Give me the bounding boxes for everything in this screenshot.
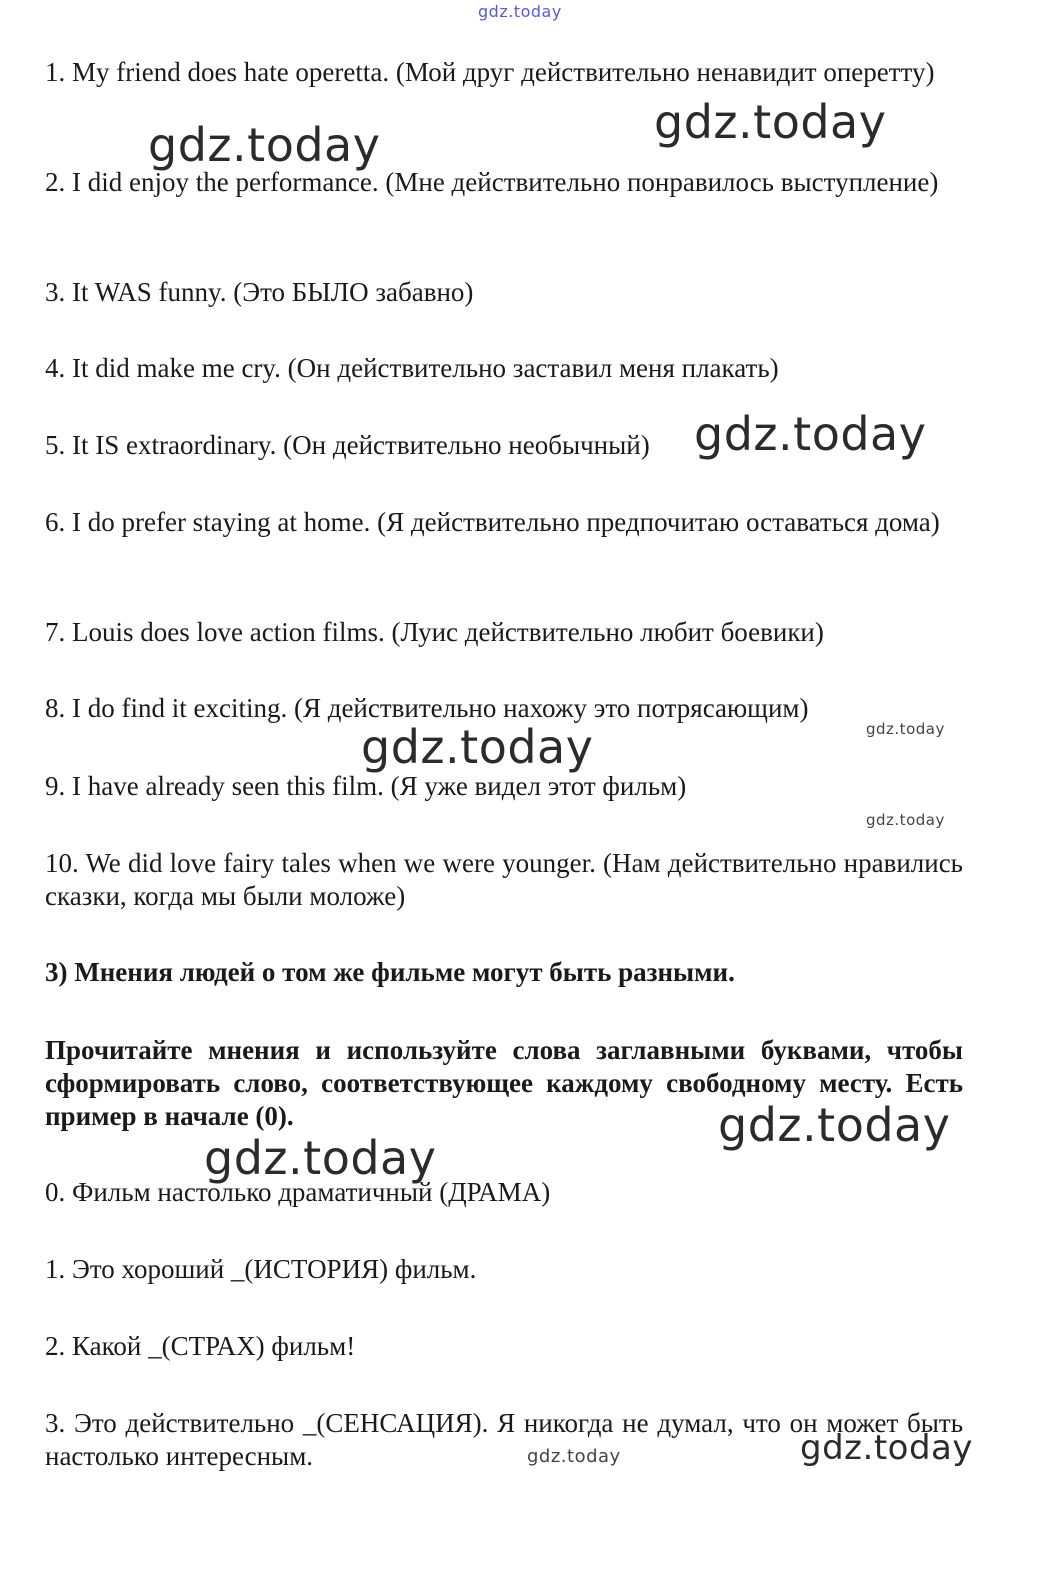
exercise-item: 2. Какой _(СТРАХ) фильм! bbox=[45, 1331, 356, 1361]
sentence-item: 10. We did love fairy tales when we were younger. (Нам действительно нравились сказки, когда мы были моложе) bbox=[45, 848, 963, 911]
section-heading: 3) Мнения людей о том же фильме могут быть разными. bbox=[45, 957, 735, 987]
sentence-item: 2. I did enjoy the performance. (Мне действительно понравилось выступление) bbox=[45, 167, 939, 197]
watermark-top: gdz.today bbox=[478, 2, 562, 21]
watermark: gdz.today bbox=[718, 1098, 951, 1152]
sentence-item: 1. My friend does hate operetta. (Мой друг действительно ненавидит оперетту) bbox=[45, 57, 935, 87]
sentence-item: 7. Louis does love action films. (Луис действительно любит боевики) bbox=[45, 617, 824, 647]
watermark: gdz.today bbox=[800, 1428, 973, 1468]
sentence-item: 5. It IS extraordinary. (Он действительно необычный) bbox=[45, 430, 650, 460]
watermark-small: gdz.today bbox=[527, 1446, 621, 1467]
watermark: gdz.today bbox=[204, 1131, 437, 1185]
watermark: gdz.today bbox=[654, 95, 887, 149]
watermark-small: gdz.today bbox=[866, 720, 945, 738]
exercise-item: 1. Это хороший _(ИСТОРИЯ) фильм. bbox=[45, 1254, 477, 1284]
exercise-item: 3. Это действительно _(СЕНСАЦИЯ). Я никогда не думал, что он может быть настолько интересным. bbox=[45, 1408, 964, 1471]
watermark-small: gdz.today bbox=[866, 811, 945, 829]
watermark: gdz.today bbox=[361, 720, 594, 774]
exercise-item: 0. Фильм настолько драматичный (ДРАМА) bbox=[45, 1177, 551, 1207]
sentence-item: 9. I have already seen this film. (Я уже видел этот фильм) bbox=[45, 771, 687, 801]
watermark: gdz.today bbox=[148, 118, 381, 172]
watermark: gdz.today bbox=[694, 407, 927, 461]
sentence-item: 3. It WAS funny. (Это БЫЛО забавно) bbox=[45, 277, 474, 307]
sentence-item: 4. It did make me cry. (Он действительно заставил меня плакать) bbox=[45, 353, 779, 383]
sentence-item: 6. I do prefer staying at home. (Я действительно предпочитаю оставаться дома) bbox=[45, 507, 940, 537]
section-instruction: Прочитайте мнения и используйте слова заглавными буквами, чтобы сформировать слово, соответствующее каждому свободному месту. Есть пример в начале (0). bbox=[45, 1035, 963, 1131]
sentence-item: 8. I do find it exciting. (Я действительно нахожу это потрясающим) bbox=[45, 693, 809, 723]
